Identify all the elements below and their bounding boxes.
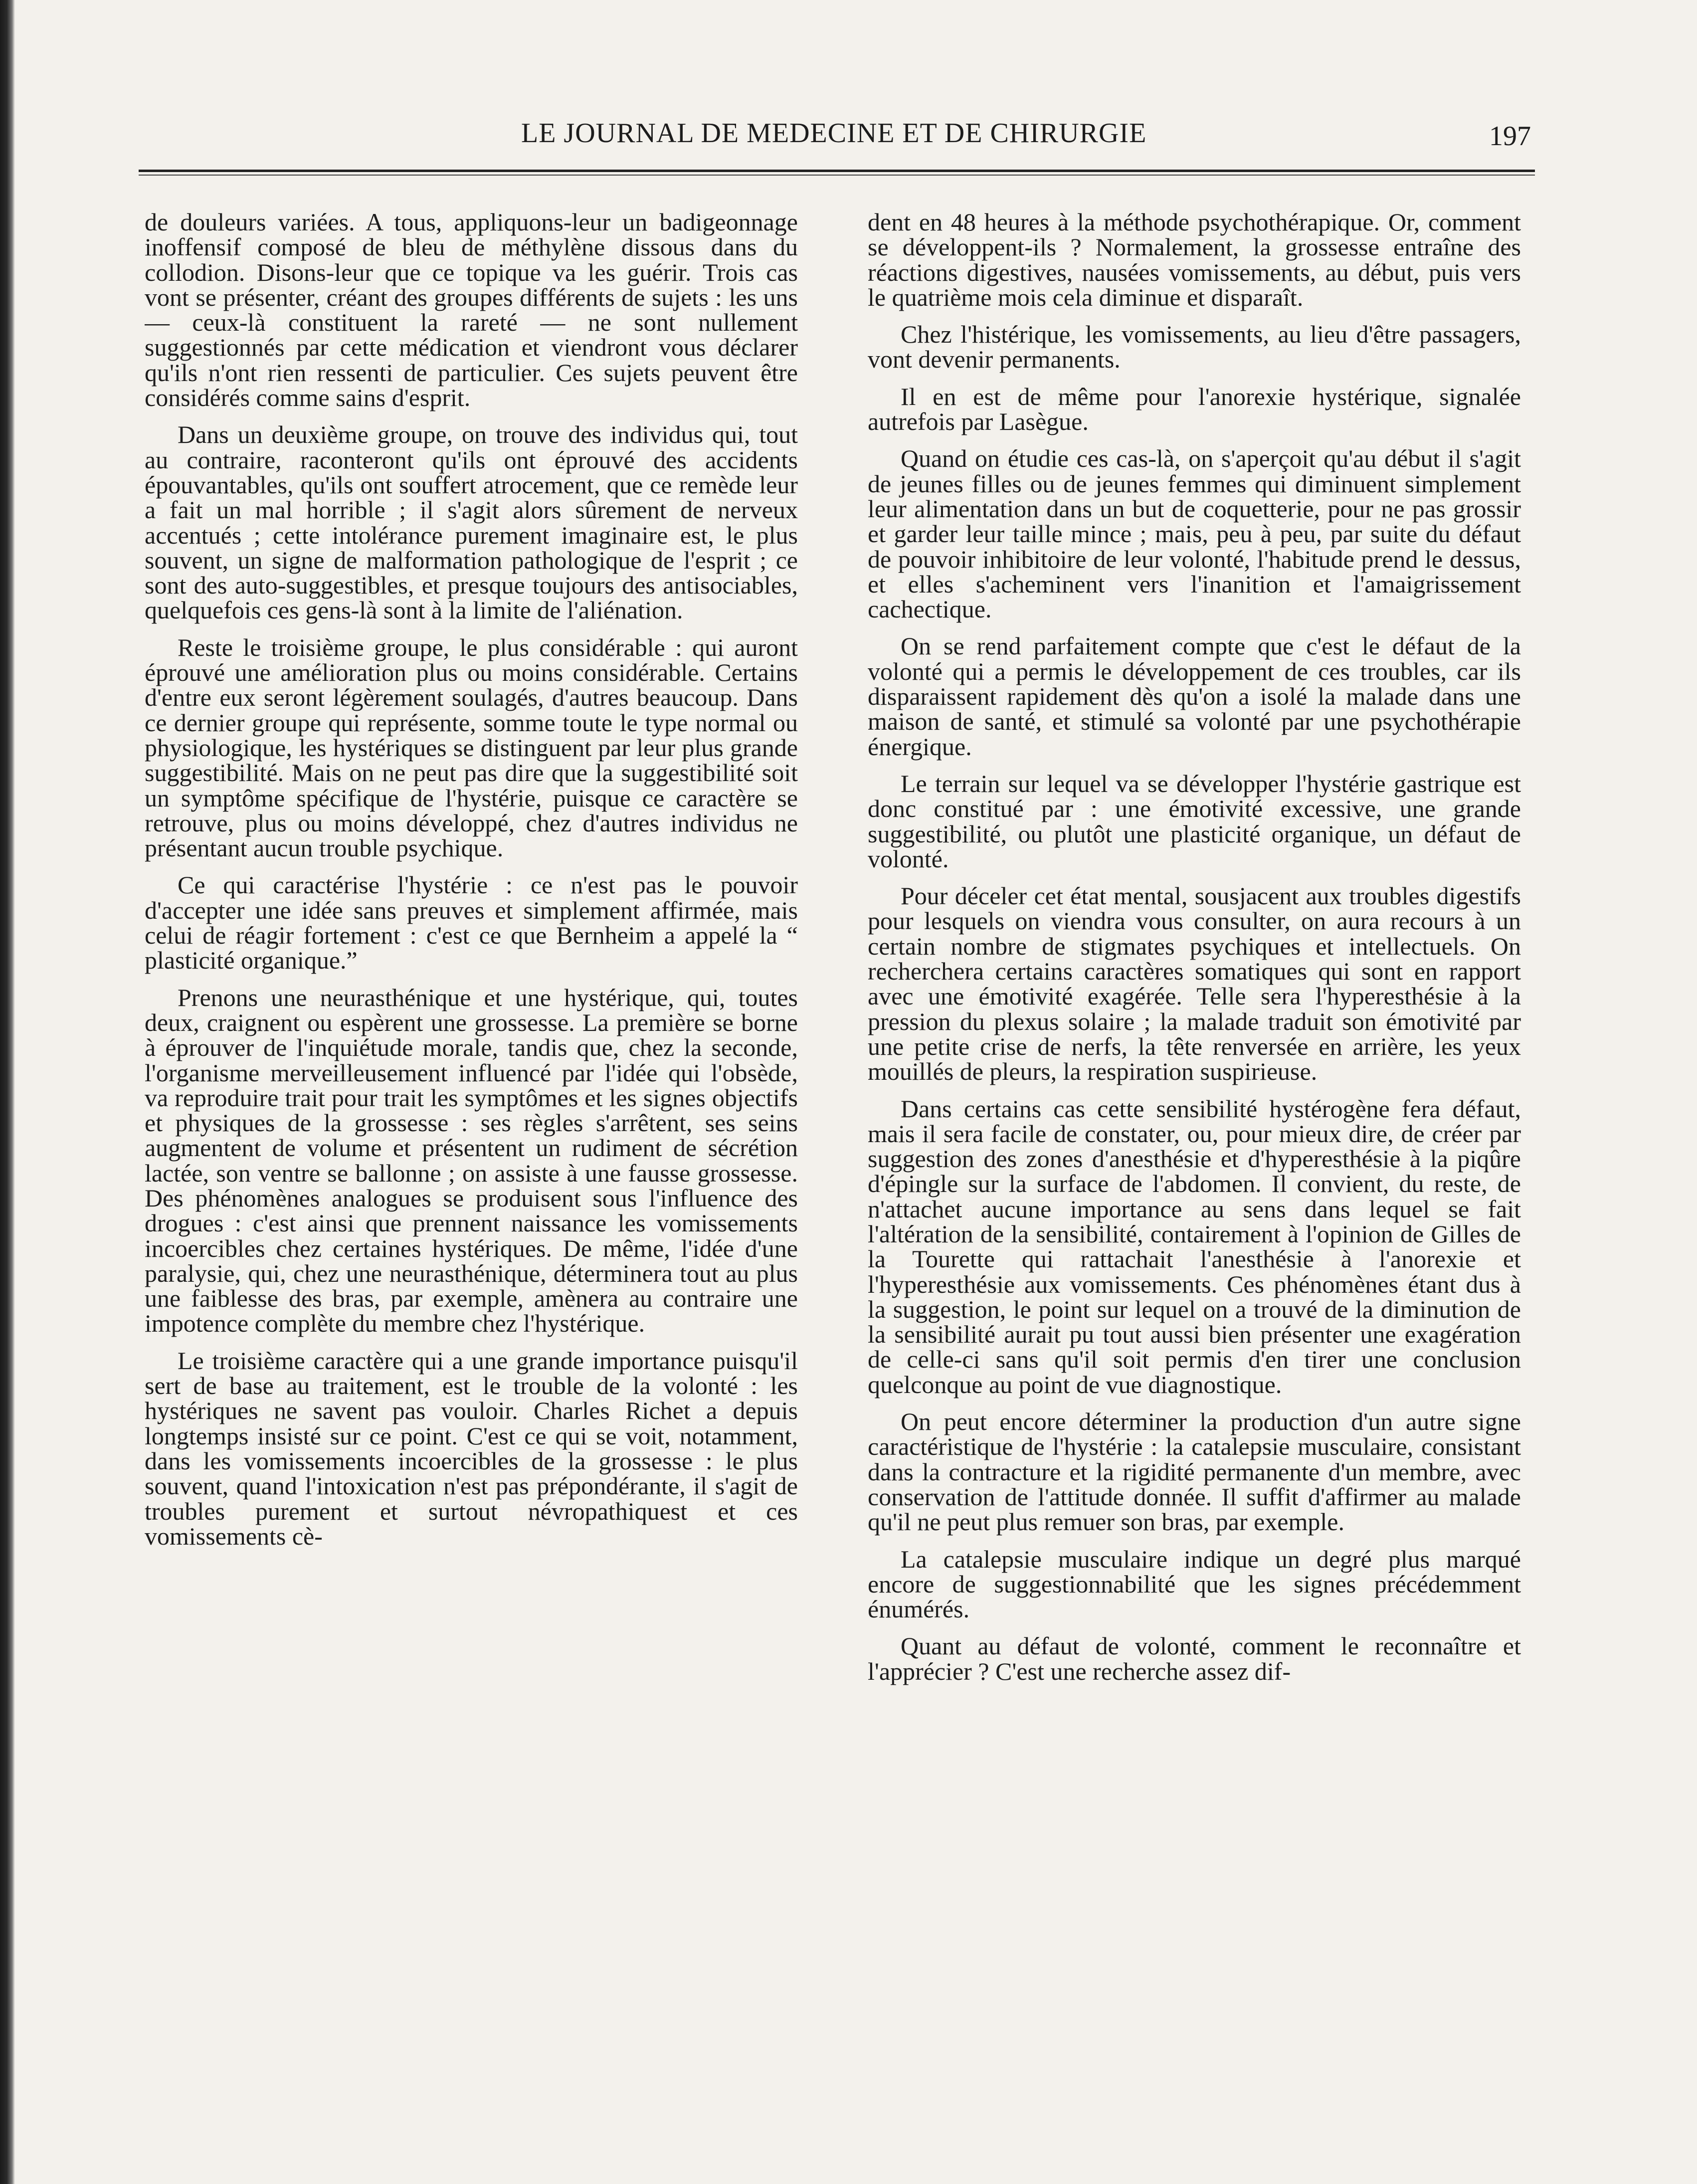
paragraph: Il en est de même pour l'anorexie hystérique, signalée autrefois par Lasègue. xyxy=(868,382,1521,436)
running-title: LE JOURNAL DE MEDECINE ET DE CHIRURGIE xyxy=(521,118,1147,149)
paragraph: Dans certains cas cette sensibilité hystérogène fera défaut, mais il sera facile de constater, ou, pour mieux dire, de créer par suggestion des zones d'anesthésie et d'hyperesthésie à la piqûre d'épingle sur la surface de l'abdomen. Il convient, du reste, de n'attachet aucune importance au sens dans lequel se fait l'altération de la sensibilité, contairement à l'opinion de Gilles de la Tourette qui rattachait l'anesthésie à l'anorexie et l'hyperesthésie aux vomissements. Ces phénomènes étant dus à la suggestion, le point sur lequel on a trouvé de la diminution de la sensibilité aurait pu tout aussi bien présenter une exagération de celle-ci sans qu'il soit permis d'en tirer une conclusion quelconque au point de vue diagnostique. xyxy=(868,1094,1521,1398)
paragraph: Quand on étudie ces cas-là, on s'aperçoit qu'au début il s'agit de jeunes filles ou de jeunes femmes qui diminuent simplement leur alimentation dans un but de coquetterie, pour ne pas grossir et garder leur taille mince ; mais, peu à peu, par suite du défaut de pouvoir inhibitoire de leur volonté, l'habitude prend le dessus, et elles s'acheminent vers l'inanition et l'amaigrissement cachectique. xyxy=(868,444,1521,623)
paragraph: On se rend parfaitement compte que c'est le défaut de la volonté qui a permis le développement de ces troubles, car ils disparaissent rapidement dès qu'on a isolé la malade dans une maison de santé, et stimulé sa volonté par une psychothérapie énergique. xyxy=(868,632,1521,761)
page-header xyxy=(145,117,1531,162)
paragraph: Quant au défaut de volonté, comment le reconnaître et l'apprécier ? C'est une recherche assez dif- xyxy=(868,1632,1521,1685)
paragraph: Le terrain sur lequel va se développer l'hystérie gastrique est donc constitué par : une émotivité excessive, une grande suggestibilité, ou plutôt une plasticité organique, un défaut de volonté. xyxy=(868,769,1521,873)
paragraph: Ce qui caractérise l'hystérie : ce n'est pas le pouvoir d'accepter une idée sans preuves et simplement affirmée, mais celui de réagir fortement : c'est ce que Bernheim a appelé la “ plasticité organique.” xyxy=(145,871,798,975)
paragraph: de douleurs variées. A tous, appliquons-leur un badigeonnage inoffensif composé de bleu de méthylène dissous dans du collodion. Disons-leur que ce topique va les guérir. Trois cas vont se présenter, créant des groupes différents de sujets : les uns — ceux-là constituent la rareté — ne sont nullement suggestionnés par cette médication et viendront vous déclarer qu'ils n'ont rien ressenti de particulier. Ces sujets peuvent être considérés comme sains d'esprit. xyxy=(145,209,798,412)
paragraph: Dans un deuxième groupe, on trouve des individus qui, tout au contraire, raconteront qu'ils ont éprouvé des accidents épouvantables, qu'ils ont souffert atrocement, que ce remède leur a fait un mal horrible ; il s'agit alors sûrement de nerveux accentués ; cette intolérance purement imaginaire est, le plus souvent, un signe de malformation pathologique de l'esprit ; ce sont des auto-suggestibles, et presque toujours des antisociables, quelquefois ces gens-là sont à la limite de l'aliénation. xyxy=(145,420,798,624)
page-binding-edge xyxy=(0,0,15,2184)
page-number: 197 xyxy=(1489,121,1531,152)
paragraph: Chez l'histérique, les vomissements, au lieu d'être passagers, vont devenir permanents. xyxy=(868,320,1521,374)
left-column xyxy=(145,209,798,2145)
right-column xyxy=(868,209,1521,2145)
header-rule-thin xyxy=(139,175,1535,176)
paragraph: Pour déceler cet état mental, sousjacent aux troubles digestifs pour lesquels on viendra vous consulter, on aura recours à un certain nombre de stigmates psychiques et intellectuels. On recherchera certains caractères somatiques qui sont en rapport avec une émotivité exagérée. Telle sera l'hyperesthésie à la pression du plexus solaire ; la malade traduit son émotivité par une petite crise de nerfs, la tête renversée en arrière, les yeux mouillés de pleurs, la respiration suspirieuse. xyxy=(868,882,1521,1086)
paragraph: dent en 48 heures à la méthode psychothérapique. Or, comment se développent-ils ? Normalement, la grossesse entraîne des réactions digestives, nausées vomissements, au début, puis vers le quatrième mois cela diminue et disparaît. xyxy=(868,209,1521,311)
paragraph: Reste le troisième groupe, le plus considérable : qui auront éprouvé une amélioration plus ou moins considérable. Certains d'entre eux seront légèrement soulagés, d'autres beaucoup. Dans ce dernier groupe qui représente, somme toute le type normal ou physiologique, les hystériques se distinguent par leur plus grande suggestibilité. Mais on ne peut pas dire que la suggestibilité soit un symptôme spécifique de l'hystérie, puisque ce caractère se retrouve, plus ou moins développé, chez d'autres individus ne présentant aucun trouble psychique. xyxy=(145,633,798,862)
paragraph: La catalepsie musculaire indique un degré plus marqué encore de suggestionnabilité que les signes précédemment énumérés. xyxy=(868,1545,1521,1623)
header-rule xyxy=(139,170,1535,172)
paragraph: On peut encore déterminer la production d'un autre signe caractéristique de l'hystérie : la catalepsie musculaire, consistant dans la contracture et la rigidité permanente d'un membre, avec conservation de l'attitude donnée. Il suffit d'affirmer au malade qu'il ne peut plus remuer son bras, par exemple. xyxy=(868,1407,1521,1536)
paragraph: Le troisième caractère qui a une grande importance puisqu'il sert de base au traitement, est le trouble de la volonté : les hystériques ne savent pas vouloir. Charles Richet a depuis longtemps insisté sur ce point. C'est ce qui se voit, notamment, dans les vomissements incoercibles de la grossesse : le plus souvent, quand l'intoxication n'est pas prépondérante, il s'agit de troubles purement et surtout névropathiquest et ces vomissements cè- xyxy=(145,1346,798,1550)
paragraph: Prenons une neurasthénique et une hystérique, qui, toutes deux, craignent ou espèrent une grossesse. La première se borne à éprouver de l'inquiétude morale, tandis que, chez la seconde, l'organisme merveilleusement influencé par l'idée qui l'obsède, va reproduire trait pour trait les symptômes et les signes objectifs et physiques de la grossesse : ses règles s'arrêtent, ses seins augmentent de volume et présentent un rudiment de sécrétion lactée, son ventre se ballonne ; on assiste à une fausse grossesse. Des phénomènes analogues se produisent sous l'influence des drogues : c'est ainsi que prennent naissance les vomissements incoercibles chez certaines hystériques. De même, l'idée d'une paralysie, qui, chez une neurasthénique, déterminera tout au plus une faiblesse des bras, par exemple, amènera au contraire une impotence complète du membre chez l'hystérique. xyxy=(145,983,798,1338)
